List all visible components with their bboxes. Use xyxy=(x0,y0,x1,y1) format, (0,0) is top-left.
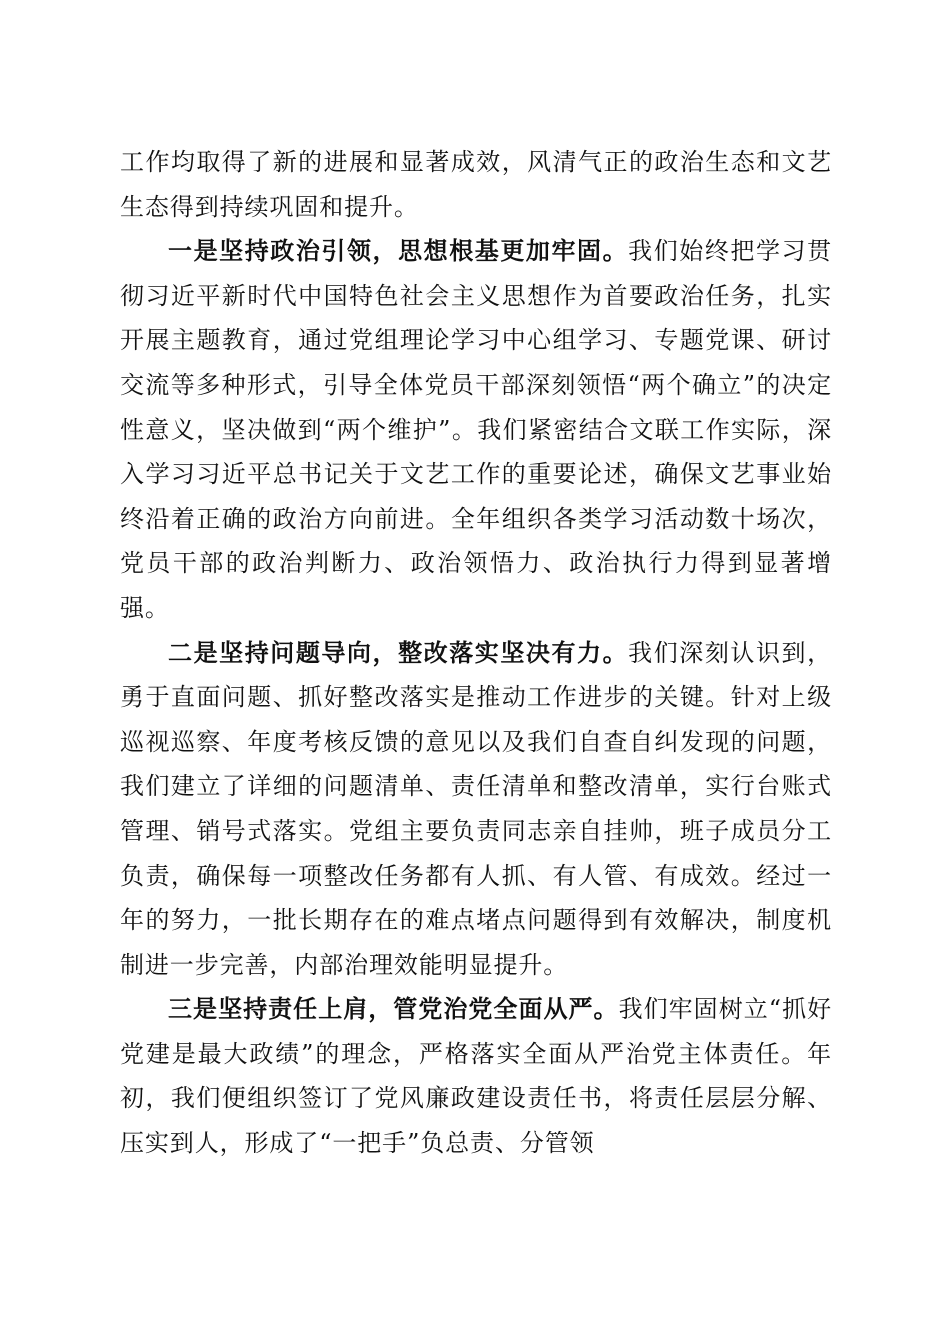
paragraph-text: 我们深刻认识到，勇于直面问题、抓好整改落实是推动工作进步的关键。针对上级巡视巡察、年度考核反馈的意见以及我们自查自纠发现的问题，我们建立了详细的问题清单、责任清单和整改清单，实行台账式管理、销号式落实。党组主要负责同志亲自挂帅，班子成员分工负责，确保每一项整改任务都有人抓、有人管、有成效。经过一年的努力，一批长期存在的难点堵点问题得到有效解决，制度机制进一步完善，内部治理效能明显提升。 xyxy=(120,638,833,979)
paragraph-lead: 一是坚持政治引领，思想根基更加牢固。 xyxy=(168,237,629,266)
paragraph-text: 工作均取得了新的进展和显著成效，风清气正的政治生态和文艺生态得到持续巩固和提升。 xyxy=(120,148,832,221)
document-body xyxy=(120,140,832,1166)
paragraph-political-leadership xyxy=(120,229,832,630)
paragraph-text: 我们始终把学习贯彻习近平新时代中国特色社会主义思想作为首要政治任务，扎实开展主题教育，通过党组理论学习中心组学习、专题党课、研讨交流等多种形式，引导全体党员干部深刻领悟“两个确立”的决定性意义，坚决做到“两个维护”。我们紧密结合文联工作实际，深入学习习近平总书记关于文艺工作的重要论述，确保文艺事业始终沿着正确的政治方向前进。全年组织各类学习活动数十场次，党员干部的政治判断力、政治领悟力、政治执行力得到显著增强。 xyxy=(120,237,833,622)
paragraph-problem-orientation xyxy=(120,631,832,988)
paragraph-text: 我们牢固树立“抓好党建是最大政绩”的理念，严格落实全面从严治党主体责任。年初，我们便组织签订了党风廉政建设责任书，将责任层层分解、压实到人，形成了“一把手”负总责、分管领 xyxy=(120,995,832,1158)
paragraph-lead: 三是坚持责任上肩，管党治党全面从严。 xyxy=(168,995,619,1024)
paragraph-continuation xyxy=(120,140,832,229)
paragraph-lead: 二是坚持问题导向，整改落实坚决有力。 xyxy=(168,638,629,667)
paragraph-responsibility xyxy=(120,987,832,1165)
